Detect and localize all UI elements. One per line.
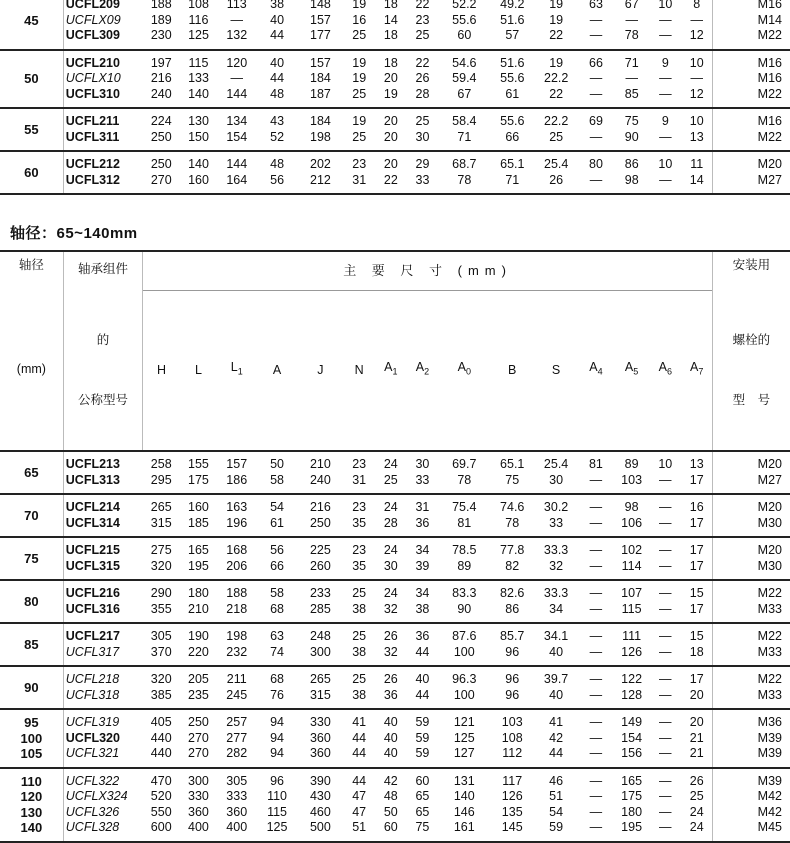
dimension-cell: 155 175 bbox=[180, 451, 218, 494]
shaft-diameter-cell: 65 bbox=[0, 451, 63, 494]
col-B: B bbox=[490, 290, 535, 451]
col-H: H bbox=[143, 290, 180, 451]
bolt-cell: M16 M22 bbox=[712, 108, 790, 151]
bolt-cell: M16 M14 M22 bbox=[712, 0, 790, 50]
dimension-cell: 54 61 bbox=[256, 494, 298, 537]
dimension-cell: 71 — 85 bbox=[614, 50, 649, 109]
dimension-cell: 23 35 bbox=[343, 494, 376, 537]
dimension-cell: 41 44 44 bbox=[343, 709, 376, 768]
model-cell: UCFL210 UCFLX10 UCFL310 bbox=[63, 50, 143, 109]
dimension-cell: 248 300 bbox=[298, 623, 343, 666]
dimension-cell: 190 220 bbox=[180, 623, 218, 666]
dimension-cell: 8 — 12 bbox=[682, 0, 713, 50]
dimension-cell: 10 — bbox=[649, 451, 682, 494]
top-dimension-table bbox=[0, 0, 790, 195]
dimension-cell: — — bbox=[649, 537, 682, 580]
dimension-cell: 275 320 bbox=[143, 537, 180, 580]
dimension-cell: 15 18 bbox=[682, 623, 713, 666]
dimension-cell: 29 33 bbox=[406, 151, 439, 194]
dimension-cell: 30 33 bbox=[406, 451, 439, 494]
dimension-cell: 51.6 55.6 61 bbox=[490, 50, 535, 109]
dimension-cell: — — — bbox=[578, 709, 615, 768]
dimension-cell: 24 28 bbox=[376, 494, 407, 537]
dimension-cell: 33.3 32 bbox=[535, 537, 578, 580]
dimension-cell: 258 295 bbox=[143, 451, 180, 494]
dimension-cell: — — bbox=[578, 580, 615, 623]
dimension-cell: 225 260 bbox=[298, 537, 343, 580]
dimension-cell: 83.3 90 bbox=[439, 580, 490, 623]
dimension-cell: 87.6 100 bbox=[439, 623, 490, 666]
dimension-cell: — — — — bbox=[578, 768, 615, 842]
dimension-cell: 257 277 282 bbox=[217, 709, 256, 768]
table-row bbox=[0, 623, 790, 666]
section-title: 轴径：65~140mm bbox=[10, 225, 138, 242]
dimension-cell: 22 26 28 bbox=[406, 50, 439, 109]
shaft-diameter-cell: 45 bbox=[0, 0, 63, 50]
shaft-diameter-cell: 60 bbox=[0, 151, 63, 194]
bolt-header-sub: 螺栓的 型 号 bbox=[712, 290, 790, 451]
dimension-cell: 23 35 bbox=[343, 537, 376, 580]
model-header: 轴承组件 bbox=[63, 251, 143, 290]
dimension-cell: 148 157 177 bbox=[298, 0, 343, 50]
dimension-cell: 233 285 bbox=[298, 580, 343, 623]
dimension-cell: 205 235 bbox=[180, 666, 218, 709]
dimension-cell: 77.8 82 bbox=[490, 537, 535, 580]
dimension-cell: 18 14 18 bbox=[376, 0, 407, 50]
bolt-cell: M20 M27 bbox=[712, 151, 790, 194]
dimension-cell: 11 14 bbox=[682, 151, 713, 194]
table-row bbox=[0, 50, 790, 109]
model-cell: UCFL322 UCFLX324 UCFL326 UCFL328 bbox=[63, 768, 143, 842]
dimension-cell: 39.7 40 bbox=[535, 666, 578, 709]
bolt-cell: M16 M16 M22 bbox=[712, 50, 790, 109]
dimension-cell: 94 94 94 bbox=[256, 709, 298, 768]
dimension-cell: 180 210 bbox=[180, 580, 218, 623]
col-A7: $A_7$ bbox=[682, 290, 713, 451]
dimension-cell: 58 68 bbox=[256, 580, 298, 623]
dimension-cell: 54.6 59.4 67 bbox=[439, 50, 490, 109]
col-A1: $A_1$ bbox=[376, 290, 407, 451]
table-row bbox=[0, 666, 790, 709]
dimension-cell: 22 23 25 bbox=[406, 0, 439, 50]
dimension-cell: 320 385 bbox=[143, 666, 180, 709]
bolt-cell: M22 M33 bbox=[712, 666, 790, 709]
model-cell: UCFL214 UCFL314 bbox=[63, 494, 143, 537]
dimension-cell: 211 245 bbox=[217, 666, 256, 709]
table-row bbox=[0, 151, 790, 194]
shaft-header: 轴径 bbox=[0, 251, 63, 290]
table-row bbox=[0, 0, 790, 50]
dimension-cell: 82.6 86 bbox=[490, 580, 535, 623]
dimension-cell: 69.7 78 bbox=[439, 451, 490, 494]
dimension-cell: 63 — — bbox=[578, 0, 615, 50]
dimension-cell: 121 125 127 bbox=[439, 709, 490, 768]
dimension-cell: 19 19 22 bbox=[535, 0, 578, 50]
dimension-cell: 19 16 25 bbox=[343, 0, 376, 50]
dimension-cell: 330 360 360 bbox=[298, 709, 343, 768]
dimension-cell: 36 44 bbox=[406, 623, 439, 666]
dimension-cell: 10 — 12 bbox=[682, 50, 713, 109]
col-A: A bbox=[256, 290, 298, 451]
dimension-cell: 20 22 bbox=[376, 151, 407, 194]
dimension-cell: 15 17 bbox=[682, 580, 713, 623]
col-L1: $L_1$ bbox=[217, 290, 256, 451]
dimension-cell: 103 108 112 bbox=[490, 709, 535, 768]
dimension-cell: 96 96 bbox=[490, 666, 535, 709]
table-row bbox=[0, 537, 790, 580]
dimension-cell: 26 32 bbox=[376, 623, 407, 666]
dimension-cell: 19 19 25 bbox=[343, 50, 376, 109]
shaft-diameter-cell: 95 100 105 bbox=[0, 709, 63, 768]
dimension-cell: 34 39 bbox=[406, 537, 439, 580]
dimension-cell: 96 110 115 125 bbox=[256, 768, 298, 842]
dimension-cell: 250 270 bbox=[143, 151, 180, 194]
dimension-cell: 24 32 bbox=[376, 580, 407, 623]
dimension-cell: 33.3 34 bbox=[535, 580, 578, 623]
dimension-cell: 224 250 bbox=[143, 108, 180, 151]
dimension-cell: 19 25 bbox=[343, 108, 376, 151]
shaft-diameter-cell: 70 bbox=[0, 494, 63, 537]
dimension-cell: 58.4 71 bbox=[439, 108, 490, 151]
model-cell: UCFL211 UCFL311 bbox=[63, 108, 143, 151]
dimension-cell: 168 206 bbox=[217, 537, 256, 580]
model-header-sub: 的 公称型号 bbox=[63, 290, 143, 451]
dimension-cell: 202 212 bbox=[298, 151, 343, 194]
dimension-cell: 34.1 40 bbox=[535, 623, 578, 666]
bolt-cell: M20 M30 bbox=[712, 494, 790, 537]
dimension-cell: 55.6 66 bbox=[490, 108, 535, 151]
dimension-cell: — — bbox=[578, 623, 615, 666]
dimension-cell: 40 40 40 bbox=[376, 709, 407, 768]
model-cell: UCFL212 UCFL312 bbox=[63, 151, 143, 194]
dimension-cell: 81 — bbox=[578, 451, 615, 494]
dimension-cell: 216 250 bbox=[298, 494, 343, 537]
dimension-cell: 117 126 135 145 bbox=[490, 768, 535, 842]
dimension-cell: 19 22.2 22 bbox=[535, 50, 578, 109]
dimension-cell: — — bbox=[649, 580, 682, 623]
dimension-cell: 38 40 44 bbox=[256, 0, 298, 50]
dimension-cell: 305 333 360 400 bbox=[217, 768, 256, 842]
bottom-dimension-table bbox=[0, 250, 790, 843]
dimension-cell: 10 13 bbox=[682, 108, 713, 151]
dimension-cell: 108 116 125 bbox=[180, 0, 218, 50]
shaft-diameter-cell: 110 120 130 140 bbox=[0, 768, 63, 842]
shaft-diameter-cell: 75 bbox=[0, 537, 63, 580]
dimension-cell: 265 315 bbox=[143, 494, 180, 537]
col-A6: $A_6$ bbox=[649, 290, 682, 451]
dimension-cell: 197 216 240 bbox=[143, 50, 180, 109]
dimension-cell: 157 184 187 bbox=[298, 50, 343, 109]
table-row bbox=[0, 580, 790, 623]
dimension-cell: 24 25 bbox=[376, 451, 407, 494]
dimension-cell: 405 440 440 bbox=[143, 709, 180, 768]
bottom-table-area bbox=[0, 250, 790, 843]
dimension-cell: 75 90 bbox=[614, 108, 649, 151]
dimension-cell: 122 128 bbox=[614, 666, 649, 709]
bolt-cell: M22 M33 bbox=[712, 623, 790, 666]
dimension-cell: 300 330 360 400 bbox=[180, 768, 218, 842]
dimension-cell: 52.2 55.6 60 bbox=[439, 0, 490, 50]
dimension-cell: 184 198 bbox=[298, 108, 343, 151]
dimension-cell: 165 195 bbox=[180, 537, 218, 580]
dimension-cell: 78.5 89 bbox=[439, 537, 490, 580]
dimension-cell: 250 270 270 bbox=[180, 709, 218, 768]
model-cell: UCFL209 UCFLX09 UCFL309 bbox=[63, 0, 143, 50]
dimension-cell: 80 — bbox=[578, 151, 615, 194]
dimension-cell: 23 31 bbox=[343, 451, 376, 494]
col-S: S bbox=[535, 290, 578, 451]
model-cell: UCFL215 UCFL315 bbox=[63, 537, 143, 580]
dimension-cell: 86 98 bbox=[614, 151, 649, 194]
bolt-header: 安装用 bbox=[712, 251, 790, 290]
dimension-cell: 131 140 146 161 bbox=[439, 768, 490, 842]
dimension-cell: 198 232 bbox=[217, 623, 256, 666]
dimension-cell: 9 — bbox=[649, 108, 682, 151]
dimension-cell: 157 186 bbox=[217, 451, 256, 494]
bolt-cell: M22 M33 bbox=[712, 580, 790, 623]
dimension-cell: 98 106 bbox=[614, 494, 649, 537]
dimension-cell: 9 — — bbox=[649, 50, 682, 109]
dimension-cell: — — bbox=[578, 494, 615, 537]
dimension-cell: 144 164 bbox=[217, 151, 256, 194]
bolt-cell: M39 M42 M42 M45 bbox=[712, 768, 790, 842]
dimension-cell: 68 76 bbox=[256, 666, 298, 709]
dimension-cell: 16 17 bbox=[682, 494, 713, 537]
dimension-cell: 60 65 65 75 bbox=[406, 768, 439, 842]
table-row bbox=[0, 709, 790, 768]
table-row bbox=[0, 108, 790, 151]
bolt-cell: M20 M27 bbox=[712, 451, 790, 494]
dimension-cell: 165 175 180 195 bbox=[614, 768, 649, 842]
dimension-cell: 25 38 bbox=[343, 623, 376, 666]
dimension-cell: 31 36 bbox=[406, 494, 439, 537]
dimension-cell: 130 150 bbox=[180, 108, 218, 151]
dimension-cell: 26 25 24 24 bbox=[682, 768, 713, 842]
dimension-cell: 63 74 bbox=[256, 623, 298, 666]
dimension-cell: — — — bbox=[649, 709, 682, 768]
dimension-cell: 188 189 230 bbox=[143, 0, 180, 50]
table-row bbox=[0, 451, 790, 494]
dimension-cell: 65.1 75 bbox=[490, 451, 535, 494]
dimension-cell: 89 103 bbox=[614, 451, 649, 494]
shaft-diameter-cell: 50 bbox=[0, 50, 63, 109]
dimension-cell: 96.3 100 bbox=[439, 666, 490, 709]
col-A2: $A_2$ bbox=[406, 290, 439, 451]
dimension-cell: 48 56 bbox=[256, 151, 298, 194]
dimension-cell: — — bbox=[578, 666, 615, 709]
dimension-cell: 59 59 59 bbox=[406, 709, 439, 768]
dimension-cell: 17 17 bbox=[682, 537, 713, 580]
table-row bbox=[0, 494, 790, 537]
dimension-cell: — — bbox=[649, 623, 682, 666]
dimension-cell: 265 315 bbox=[298, 666, 343, 709]
dimension-cell: 46 51 54 59 bbox=[535, 768, 578, 842]
model-cell: UCFL216 UCFL316 bbox=[63, 580, 143, 623]
dimension-cell: 113 — 132 bbox=[217, 0, 256, 50]
dimension-cell: 24 30 bbox=[376, 537, 407, 580]
col-A0: $A_0$ bbox=[439, 290, 490, 451]
dimension-cell: 22.2 25 bbox=[535, 108, 578, 151]
dimension-cell: 42 48 50 60 bbox=[376, 768, 407, 842]
dimension-cell: 188 218 bbox=[217, 580, 256, 623]
dimension-cell: 163 196 bbox=[217, 494, 256, 537]
table-row bbox=[0, 768, 790, 842]
dimension-cell: 69 — bbox=[578, 108, 615, 151]
dimension-cell: 149 154 156 bbox=[614, 709, 649, 768]
dimension-cell: 25 38 bbox=[343, 666, 376, 709]
bolt-cell: M20 M30 bbox=[712, 537, 790, 580]
dimension-cell: 68.7 78 bbox=[439, 151, 490, 194]
dimension-cell: 115 133 140 bbox=[180, 50, 218, 109]
dimension-cell: 41 42 44 bbox=[535, 709, 578, 768]
dimension-cell: 40 44 bbox=[406, 666, 439, 709]
dimension-cell: 160 185 bbox=[180, 494, 218, 537]
dimension-cell: 25 38 bbox=[343, 580, 376, 623]
model-cell: UCFL217 UCFL317 bbox=[63, 623, 143, 666]
col-J: J bbox=[298, 290, 343, 451]
dimension-cell: 470 520 550 600 bbox=[143, 768, 180, 842]
dimension-cell: 290 355 bbox=[143, 580, 180, 623]
dimension-cell: 40 44 48 bbox=[256, 50, 298, 109]
main-dimensions-header: 主 要 尺 寸 (mm) bbox=[143, 251, 712, 290]
dimension-cell: 390 430 460 500 bbox=[298, 768, 343, 842]
col-A5: $A_5$ bbox=[614, 290, 649, 451]
dimension-cell: — — bbox=[649, 666, 682, 709]
model-cell: UCFL319 UCFL320 UCFL321 bbox=[63, 709, 143, 768]
dimension-cell: 66 — — bbox=[578, 50, 615, 109]
model-cell: UCFL213 UCFL313 bbox=[63, 451, 143, 494]
dimension-cell: 56 66 bbox=[256, 537, 298, 580]
dimension-cell: 44 47 47 51 bbox=[343, 768, 376, 842]
model-cell: UCFL218 UCFL318 bbox=[63, 666, 143, 709]
dimension-cell: 50 58 bbox=[256, 451, 298, 494]
shaft-diameter-cell: 90 bbox=[0, 666, 63, 709]
dimension-cell: 140 160 bbox=[180, 151, 218, 194]
dimension-cell: 210 240 bbox=[298, 451, 343, 494]
dimension-cell: 25.4 26 bbox=[535, 151, 578, 194]
dimension-cell: 120 — 144 bbox=[217, 50, 256, 109]
table-header bbox=[0, 251, 790, 451]
dimension-cell: 102 114 bbox=[614, 537, 649, 580]
dimension-cell: 26 36 bbox=[376, 666, 407, 709]
dimension-cell: — — bbox=[649, 494, 682, 537]
dimension-cell: 30.2 33 bbox=[535, 494, 578, 537]
col-N: N bbox=[343, 290, 376, 451]
bolt-cell: M36 M39 M39 bbox=[712, 709, 790, 768]
dimension-cell: 13 17 bbox=[682, 451, 713, 494]
dimension-cell: 134 154 bbox=[217, 108, 256, 151]
dimension-cell: — — bbox=[578, 537, 615, 580]
dimension-cell: — — — — bbox=[649, 768, 682, 842]
dimension-cell: 111 126 bbox=[614, 623, 649, 666]
dimension-cell: 67 — 78 bbox=[614, 0, 649, 50]
dimension-cell: 18 20 19 bbox=[376, 50, 407, 109]
dimension-cell: 49.2 51.6 57 bbox=[490, 0, 535, 50]
dimension-cell: 74.6 78 bbox=[490, 494, 535, 537]
shaft-diameter-cell: 85 bbox=[0, 623, 63, 666]
top-table-area bbox=[0, 0, 790, 195]
col-L: L bbox=[180, 290, 218, 451]
dimension-cell: 65.1 71 bbox=[490, 151, 535, 194]
shaft-unit: (mm) bbox=[0, 290, 63, 451]
shaft-diameter-cell: 80 bbox=[0, 580, 63, 623]
col-A4: $A_4$ bbox=[578, 290, 615, 451]
dimension-cell: 10 — — bbox=[649, 0, 682, 50]
dimension-cell: 305 370 bbox=[143, 623, 180, 666]
dimension-cell: 23 31 bbox=[343, 151, 376, 194]
dimension-cell: 43 52 bbox=[256, 108, 298, 151]
dimension-cell: 34 38 bbox=[406, 580, 439, 623]
dimension-cell: 20 21 21 bbox=[682, 709, 713, 768]
dimension-cell: 75.4 81 bbox=[439, 494, 490, 537]
shaft-diameter-cell: 55 bbox=[0, 108, 63, 151]
dimension-cell: 107 115 bbox=[614, 580, 649, 623]
dimension-cell: 25.4 30 bbox=[535, 451, 578, 494]
dimension-cell: 20 20 bbox=[376, 108, 407, 151]
dimension-cell: 85.7 96 bbox=[490, 623, 535, 666]
dimension-cell: 17 20 bbox=[682, 666, 713, 709]
dimension-cell: 10 — bbox=[649, 151, 682, 194]
dimension-cell: 25 30 bbox=[406, 108, 439, 151]
